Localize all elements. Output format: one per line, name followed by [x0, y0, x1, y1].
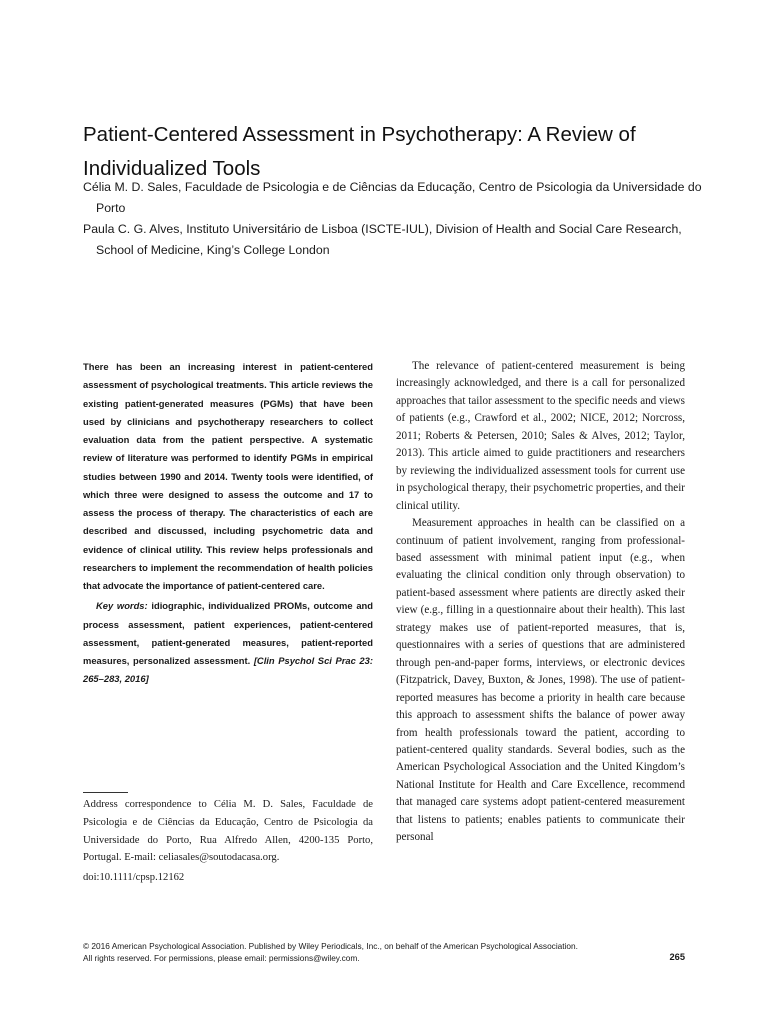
keywords-list: idiographic, individualized PROMs, outcome and process assessment, patient experiences, patient-centered assessment, patient-generated measures, patient-reported measures, personalized assessment.	[83, 600, 373, 666]
body-column	[396, 358, 685, 847]
author-affiliation-2: Paula C. G. Alves, Instituto Universitário de Lisboa (ISCTE-IUL), Division of Health and Social Care Research, School of Medicine, King’s College London	[83, 222, 682, 257]
copyright-line: © 2016 American Psychological Association. Published by Wiley Periodicals, Inc., on behalf of the American Psychological Association.	[83, 941, 578, 951]
body-paragraph: Measurement approaches in health can be classified on a continuum of patient involvement, ranging from professional-based assessment with minimal patient input (e.g., when evaluating the clinical condition only through observation) to patient-based assessment where patients are directly asked their view (e.g., filling in a questionnaire about their health). This last strategy makes use of patient-reported measures, that is, questionnaires with a series of questions that are administered through pen-and-paper forms, interviews, or electronic devices (Fitzpatrick, Davey, Buxton, & Jones, 1998). The use of patient-reported measures has become a priority in health care because this approach to assessment shifts the balance of power away from health professionals toward the patient, according to patient-centered quality standards. Several bodies, such as the American Psychological Association and the United Kingdom’s National Institute for Health and Care Excellence, recommend that managed care systems adopt patient-centered measurement that listens to patients; enables patients to communicate their personal	[396, 517, 685, 844]
author-affiliations	[83, 177, 703, 261]
abstract-text: There has been an increasing interest in patient-centered assessment of psychological treatments. This article reviews the existing patient-generated measures (PGMs) that have been used by clinicians and psychotherapy researchers to collect evaluation data from the patient perspective. A systematic review of literature was performed to identify PGMs in empirical studies between 1990 and 2014. Twenty tools were identified, of which three were designed to assess the outcome and 17 to assess the process of therapy. The characteristics of each are described and discussed, including psychometric data and evidence of clinical utility. This review helps professionals and researchers to implement the recommendation of health policies that advocate the importance of patient-centered care.	[83, 361, 373, 591]
keywords	[83, 597, 373, 688]
author-affiliation-1: Célia M. D. Sales, Faculdade de Psicologia e de Ciências da Educação, Centro de Psicologia da Universidade do Porto	[83, 180, 702, 215]
keywords-label: Key words:	[96, 600, 148, 612]
footnote-rule	[83, 792, 128, 793]
correspondence-footnote	[83, 796, 373, 867]
doi: doi:10.1111/cpsp.12162	[83, 872, 185, 883]
page-number: 265	[669, 952, 685, 962]
article-title: Patient-Centered Assessment in Psychotherapy: A Review of Individualized Tools	[83, 122, 636, 180]
correspondence-address: Address correspondence to Célia M. D. Sales, Faculdade de Psicologia e de Ciências da Educação, Centro de Psicologia da Universidade do Porto, Rua Alfredo Allen, 4200-135 Porto, Portugal. E-mail: celiasales@soutodacasa.org.	[83, 799, 373, 864]
permissions-line: All rights reserved. For permissions, please email: permissions@wiley.com.	[83, 952, 360, 963]
body-paragraph: The relevance of patient-centered measurement is being increasingly acknowledged, and there is a call for personalized approaches that tailor assessment to the specific needs and views of patients (e.g., Crawford et al., 2002; NICE, 2012; Norcross, 2011; Roberts & Petersen, 2010; Sales & Alves, 2012; Taylor, 2013). This article aimed to guide practitioners and researchers by reviewing the individualized assessment tools for current use in psychological therapy, their psychometric properties, and their clinical utility.	[396, 360, 685, 512]
journal-citation: [Clin Psychol Sci Prac 23: 265–283, 2016]	[83, 655, 373, 685]
copyright-notice	[83, 941, 643, 964]
abstract	[83, 358, 373, 689]
